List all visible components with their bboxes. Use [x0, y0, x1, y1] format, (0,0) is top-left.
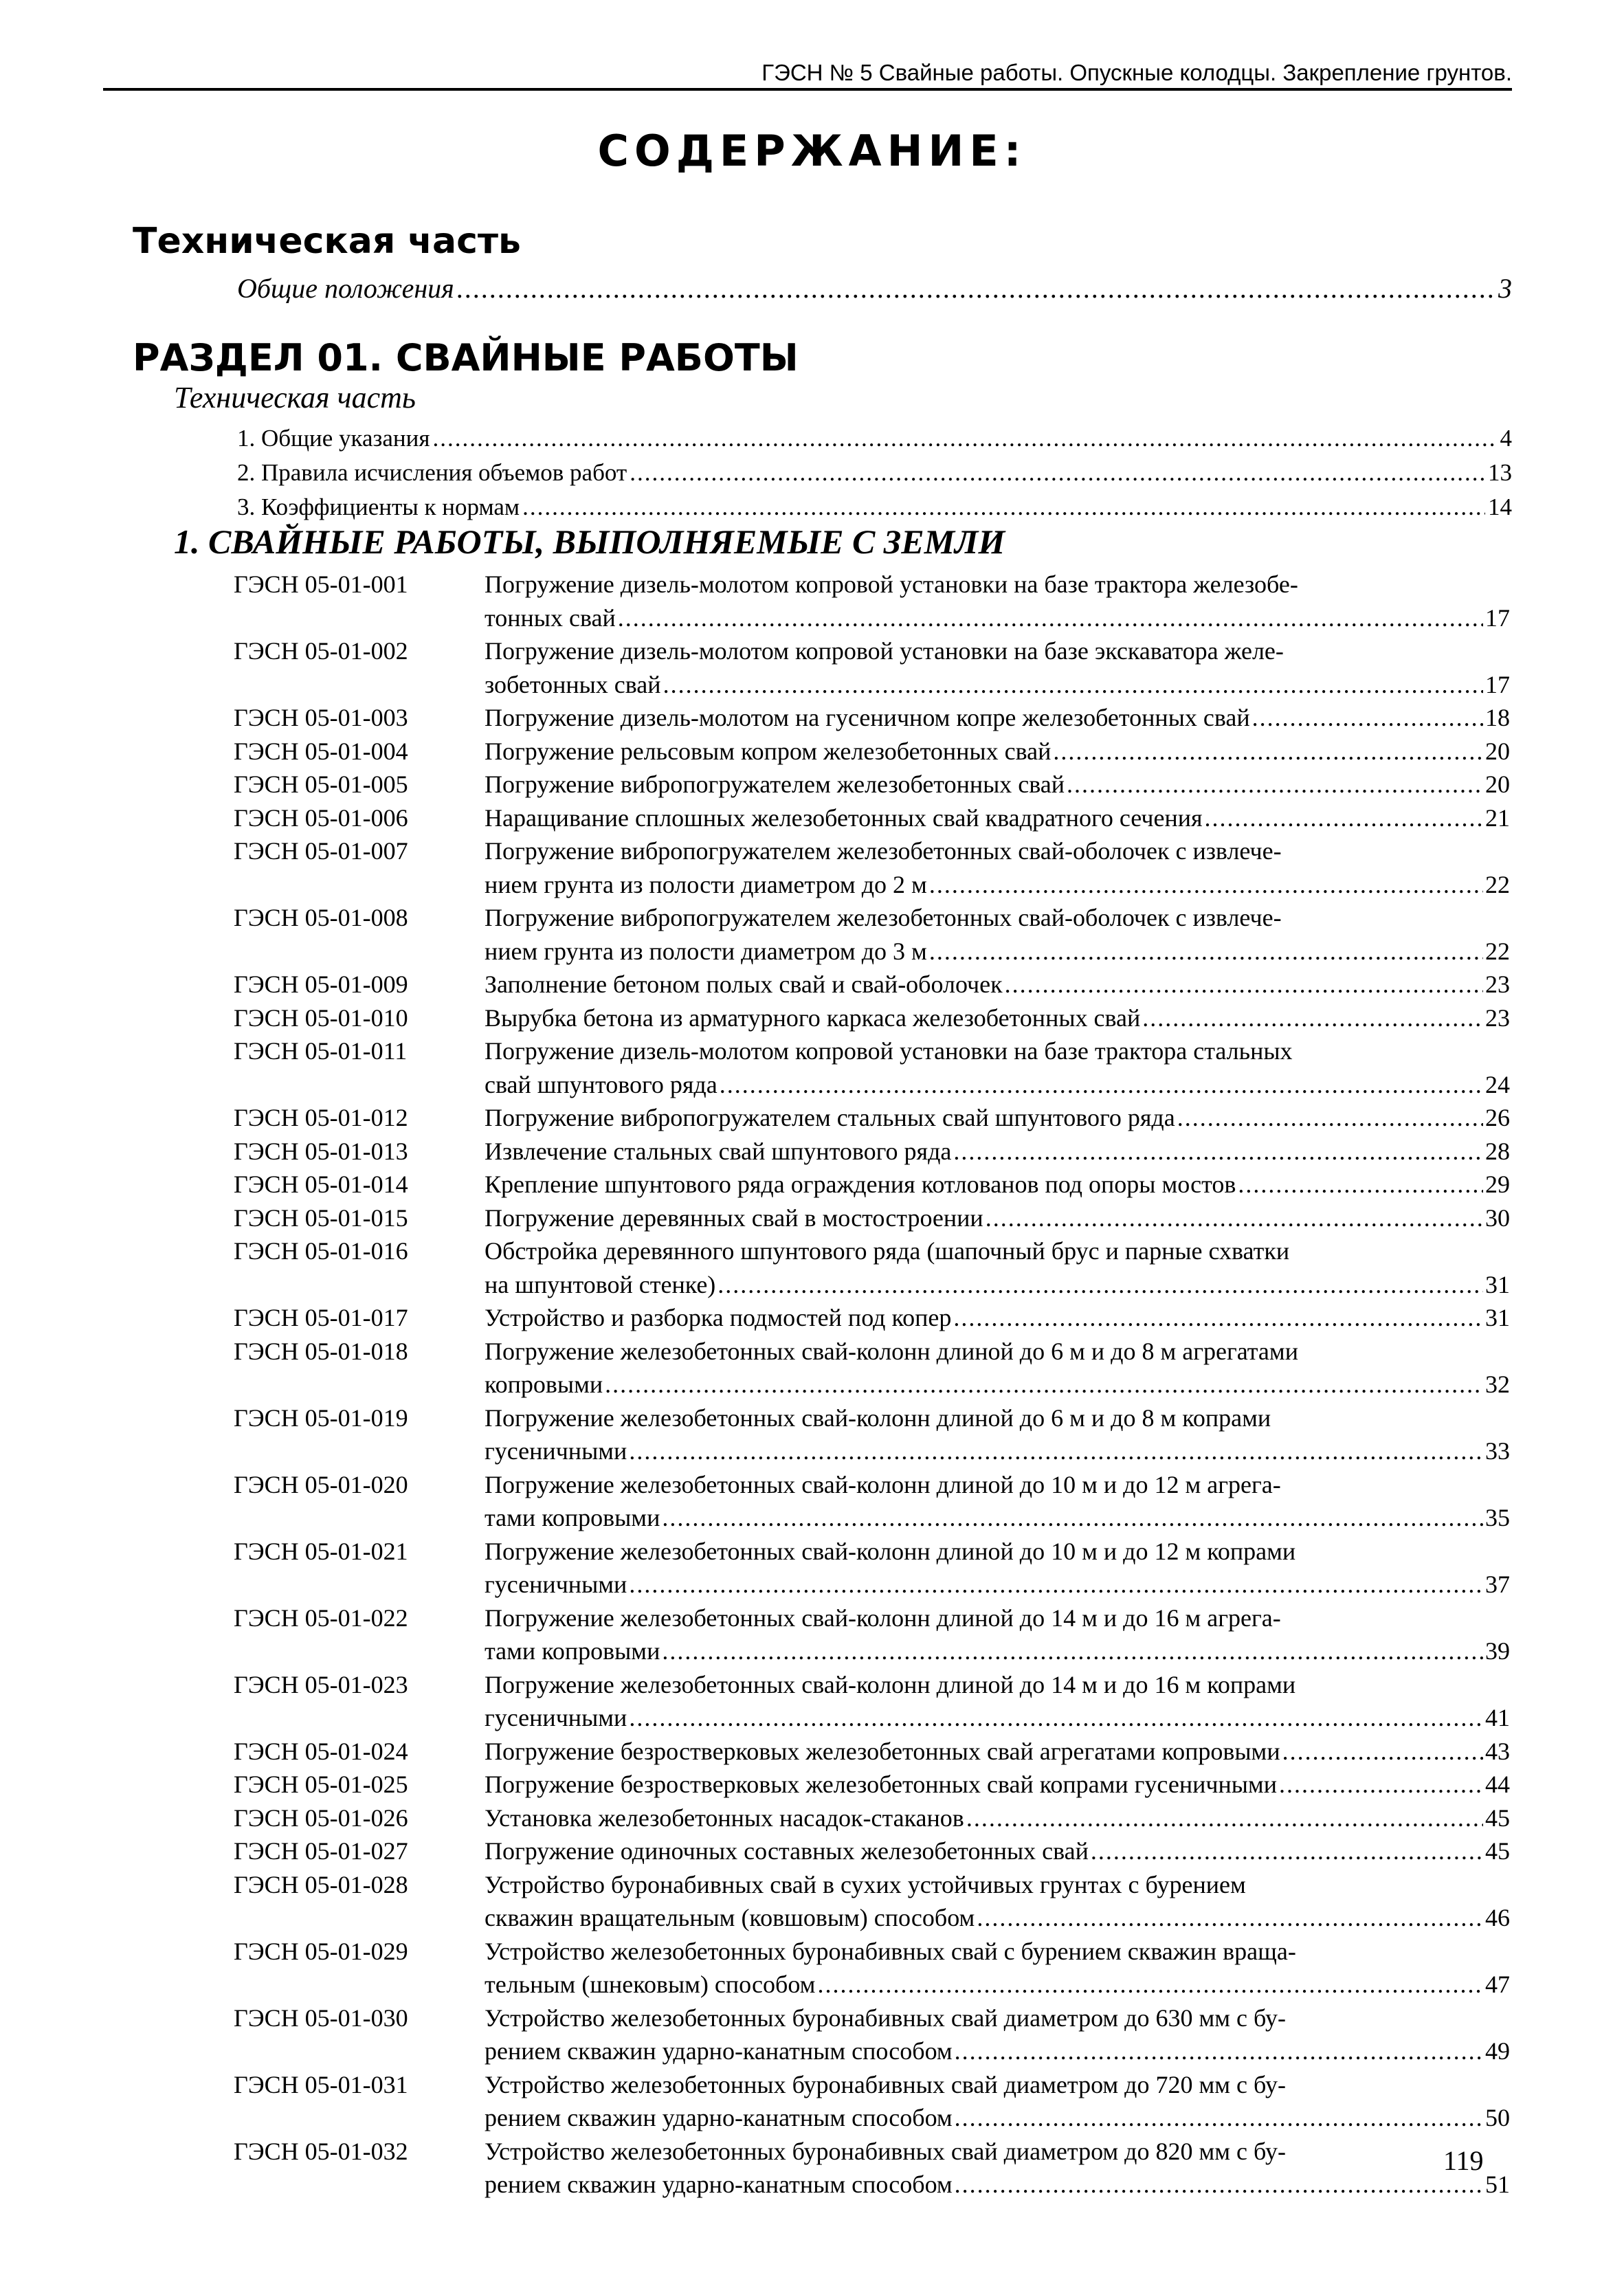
toc-entry-page: 21 — [1485, 803, 1510, 832]
toc-entry-line-text: рением скважин ударно-канатным способом — [485, 2171, 953, 2198]
toc-entry-page: 17 — [1485, 670, 1510, 698]
dot-leader — [457, 272, 1495, 305]
toc-entry[interactable] — [0, 568, 1624, 634]
toc-entry-line-text: гусеничными — [485, 1704, 627, 1731]
toc-entry-page: 51 — [1485, 2171, 1510, 2198]
toc-entry[interactable] — [0, 2068, 1624, 2135]
toc-item-page: 3 — [1498, 273, 1512, 304]
toc-entry-line-text: Крепление шпунтового ряда ограждения котлованов под опоры мостов — [485, 1171, 1236, 1198]
dot-leader — [977, 1901, 1483, 1935]
toc-item-coefficients[interactable] — [237, 491, 1512, 524]
toc-entry[interactable] — [0, 1234, 1624, 1301]
toc-entry[interactable] — [0, 1735, 1624, 1768]
toc-entry-code: ГЭСН 05-01-020 — [234, 1470, 408, 1498]
toc-entry-line — [485, 668, 1510, 702]
toc-entry-text — [485, 1401, 1510, 1468]
toc-entry-line — [485, 968, 1510, 1001]
toc-entry[interactable] — [0, 1201, 1624, 1235]
dot-leader — [605, 1368, 1483, 1401]
toc-entry-page: 45 — [1485, 1804, 1510, 1832]
toc-entry-line-text: свай шпунтового ряда — [485, 1070, 718, 1098]
toc-entry-line-text: Погружение вибропогружателем стальных свай шпунтового ряда — [485, 1104, 1175, 1131]
technical-part-heading: Техническая часть — [133, 221, 521, 262]
toc-entry[interactable] — [0, 1801, 1624, 1835]
dot-leader — [929, 935, 1483, 968]
toc-entry-line — [485, 1801, 1510, 1835]
subsection-title: 1. СВАЙНЫЕ РАБОТЫ, ВЫПОЛНЯЕМЫЕ С ЗЕМЛИ — [174, 522, 1005, 561]
toc-entry-page: 46 — [1485, 1904, 1510, 1931]
toc-entry-line — [485, 1301, 1510, 1335]
toc-entry-page: 45 — [1485, 1837, 1510, 1865]
dot-leader — [432, 422, 1495, 455]
toc-entry-line — [485, 1368, 1510, 1401]
toc-entry-text — [485, 1335, 1510, 1401]
toc-entry-line — [485, 1501, 1510, 1535]
toc-entry-line-text: Устройство железобетонных буронабивных свай диаметром до 820 мм с бу- — [485, 2137, 1286, 2165]
dot-leader — [662, 1501, 1483, 1535]
toc-entry-code: ГЭСН 05-01-026 — [234, 1804, 408, 1832]
toc-entry-page: 28 — [1485, 1137, 1510, 1165]
toc-entry-line-text: Извлечение стальных свай шпунтового ряда — [485, 1137, 952, 1165]
toc-entry-line-text: Погружение дизель-молотом копровой установки на базе трактора стальных — [485, 1037, 1293, 1065]
toc-entry-line-text: Погружение железобетонных свай-колонн длиной до 14 м и до 16 м копрами — [485, 1670, 1296, 1698]
toc-entry-code: ГЭСН 05-01-031 — [234, 2070, 408, 2098]
toc-entry-line — [485, 2034, 1510, 2068]
toc-entry-code: ГЭСН 05-01-013 — [234, 1137, 408, 1165]
toc-entry-page: 49 — [1485, 2037, 1510, 2065]
toc-entry-line — [485, 1668, 1510, 1702]
toc-entry-code: ГЭСН 05-01-018 — [234, 1337, 408, 1365]
toc-entry-code: ГЭСН 05-01-015 — [234, 1204, 408, 1232]
toc-entry-text — [485, 634, 1510, 701]
toc-entry-line — [485, 901, 1510, 935]
toc-entry-line — [485, 2168, 1510, 2202]
toc-entry-line — [485, 1234, 1510, 1268]
toc-entry-line-text: тонных свай — [485, 603, 616, 632]
toc-entry-line-text: Погружение вибропогружателем железобетонных свай — [485, 770, 1065, 798]
toc-entry[interactable] — [0, 1301, 1624, 1335]
toc-entry-text — [485, 2068, 1510, 2135]
toc-entry-code: ГЭСН 05-01-001 — [234, 570, 408, 598]
toc-entry-line — [485, 568, 1510, 601]
dot-leader — [1005, 968, 1483, 1001]
page-number: 119 — [1443, 2145, 1484, 2176]
toc-entry-line — [485, 1968, 1510, 2002]
toc-entry-line-text: Погружение безростверковых железобетонных свай копрами гусеничными — [485, 1771, 1277, 1798]
toc-entry-line — [485, 735, 1510, 768]
dot-leader — [953, 1301, 1483, 1335]
dot-leader — [522, 491, 1485, 524]
toc-item-volume-rules[interactable] — [237, 456, 1512, 489]
toc-entry-page: 18 — [1485, 704, 1510, 731]
toc-item-page: 4 — [1500, 425, 1512, 452]
toc-entry-code: ГЭСН 05-01-003 — [234, 704, 408, 731]
section-technical-part-heading: Техническая часть — [174, 381, 416, 414]
toc-entry-page: 50 — [1485, 2104, 1510, 2131]
dot-leader — [718, 1268, 1483, 1302]
toc-entry-page: 23 — [1485, 971, 1510, 998]
dot-leader — [817, 1968, 1483, 2002]
toc-entry-line — [485, 1434, 1510, 1468]
toc-entry-line-text: гусеничными — [485, 1571, 627, 1598]
toc-entry-page: 20 — [1485, 770, 1510, 798]
toc-entry-line — [485, 1601, 1510, 1635]
toc-entry-code: ГЭСН 05-01-030 — [234, 2004, 408, 2032]
toc-entry-code: ГЭСН 05-01-029 — [234, 1937, 408, 1965]
toc-entry-line-text: Погружение вибропогружателем железобетонных свай-оболочек с извлече- — [485, 904, 1282, 931]
toc-entry-line — [485, 1168, 1510, 1201]
toc-entry-line-text: тами копровыми — [485, 1504, 660, 1531]
toc-entry-page: 17 — [1485, 603, 1510, 632]
toc-entry-line — [485, 1201, 1510, 1235]
toc-entry-text — [485, 568, 1510, 634]
toc-entry-page: 33 — [1485, 1437, 1510, 1465]
toc-entry-line — [485, 1001, 1510, 1035]
toc-entry-line — [485, 801, 1510, 835]
toc-entry[interactable] — [0, 701, 1624, 735]
toc-entry[interactable] — [0, 968, 1624, 1001]
toc-entry-text — [485, 1168, 1510, 1201]
toc-entry-page: 47 — [1485, 1971, 1510, 1998]
toc-entry-line-text: Погружение безростверковых железобетонных свай агрегатами копровыми — [485, 1737, 1280, 1765]
toc-entry-text — [485, 768, 1510, 801]
toc-entry-page: 22 — [1485, 870, 1510, 898]
toc-entry-line-text: зобетонных свай — [485, 670, 661, 698]
toc-entry-line-text: Погружение дизель-молотом на гусеничном копре железобетонных свай — [485, 704, 1250, 731]
toc-entry-code: ГЭСН 05-01-024 — [234, 1737, 408, 1765]
page-title: СОДЕРЖАНИЕ: — [597, 126, 1027, 176]
toc-entry-page: 29 — [1485, 1171, 1510, 1198]
dot-leader — [1067, 768, 1483, 801]
toc-entry-line-text: Погружение дизель-молотом копровой установки на базе трактора железобе- — [485, 570, 1298, 598]
toc-entry-code: ГЭСН 05-01-025 — [234, 1771, 408, 1798]
toc-entry[interactable] — [0, 1935, 1624, 2002]
toc-entry-code: ГЭСН 05-01-007 — [234, 837, 408, 865]
toc-entry-code: ГЭСН 05-01-008 — [234, 904, 408, 931]
toc-entry-line-text: Установка железобетонных насадок-стаканов — [485, 1804, 964, 1832]
toc-entry-line — [485, 2068, 1510, 2102]
toc-entry-line — [485, 1135, 1510, 1168]
toc-entry-line-text: Погружение вибропогружателем железобетонных свай-оболочек с извлече- — [485, 837, 1282, 865]
toc-entry-code: ГЭСН 05-01-017 — [234, 1304, 408, 1331]
toc-entry[interactable] — [0, 1001, 1624, 1035]
dot-leader — [1142, 1001, 1483, 1035]
toc-entry-line-text: нием грунта из полости диаметром до 3 м — [485, 937, 927, 965]
toc-entry-line-text: гусеничными — [485, 1437, 627, 1465]
toc-entry-line — [485, 1935, 1510, 1969]
toc-entry[interactable] — [0, 1868, 1624, 1935]
toc-entry-text — [485, 1601, 1510, 1668]
dot-leader — [1279, 1768, 1483, 1801]
toc-entry-line-text: Устройство железобетонных буронабивных свай диаметром до 630 мм с бу- — [485, 2004, 1286, 2032]
toc-entry-line-text: нием грунта из полости диаметром до 2 м — [485, 870, 927, 898]
toc-entry[interactable] — [0, 1034, 1624, 1101]
toc-entry[interactable] — [0, 1101, 1624, 1135]
toc-entry-line-text: Погружение железобетонных свай-колонн длиной до 6 м и до 8 м копрами — [485, 1404, 1271, 1432]
toc-entry-line-text: Устройство железобетонных буронабивных свай с бурением скважин враща- — [485, 1937, 1296, 1965]
toc-entry-code: ГЭСН 05-01-019 — [234, 1404, 408, 1432]
dot-leader — [662, 1634, 1483, 1668]
toc-entry-line — [485, 1701, 1510, 1735]
toc-entry-code: ГЭСН 05-01-005 — [234, 770, 408, 798]
toc-entry-line — [485, 935, 1510, 968]
toc-entry-text — [485, 968, 1510, 1001]
toc-entry-code: ГЭСН 05-01-011 — [234, 1037, 408, 1065]
toc-entry-line — [485, 2002, 1510, 2035]
dot-leader — [618, 601, 1483, 635]
dot-leader — [663, 668, 1483, 702]
toc-entry-line-text: рением скважин ударно-канатным способом — [485, 2104, 953, 2131]
dot-leader — [1053, 735, 1483, 768]
toc-entry[interactable] — [0, 901, 1624, 968]
toc-entry-line — [485, 1768, 1510, 1801]
dot-leader — [929, 868, 1483, 902]
dot-leader — [955, 2034, 1483, 2068]
toc-entry-text — [485, 2135, 1510, 2202]
toc-entry-line-text: Погружение железобетонных свай-колонн длиной до 6 м и до 8 м агрегатами — [485, 1337, 1298, 1365]
toc-entry-line — [485, 601, 1510, 635]
dot-leader — [1282, 1735, 1483, 1768]
toc-entry-line — [485, 1568, 1510, 1601]
toc-entry-page: 35 — [1485, 1504, 1510, 1531]
toc-entry-line — [485, 634, 1510, 668]
toc-entry-text — [485, 801, 1510, 835]
toc-entry-code: ГЭСН 05-01-004 — [234, 737, 408, 765]
toc-entry-code: ГЭСН 05-01-027 — [234, 1837, 408, 1865]
toc-entry-line-text: Устройство буронабивных свай в сухих устойчивых грунтах с бурением — [485, 1870, 1246, 1898]
toc-entry[interactable] — [0, 768, 1624, 801]
toc-entry-code: ГЭСН 05-01-009 — [234, 971, 408, 998]
toc-item-label: 2. Правила исчисления объемов работ — [237, 459, 627, 486]
toc-entry-page: 32 — [1485, 1371, 1510, 1398]
toc-entry-line-text: скважин вращательным (ковшовым) способом — [485, 1904, 975, 1931]
toc-entry-page: 31 — [1485, 1304, 1510, 1331]
toc-entry-line-text: Погружение железобетонных свай-колонн длиной до 14 м и до 16 м агрега- — [485, 1604, 1281, 1632]
dot-leader — [955, 2168, 1483, 2202]
toc-entry-code: ГЭСН 05-01-021 — [234, 1537, 408, 1565]
toc-entry-line-text: Вырубка бетона из арматурного каркаса железобетонных свай — [485, 1004, 1141, 1032]
toc-item-general-instructions[interactable] — [237, 422, 1512, 455]
toc-entry[interactable] — [0, 1401, 1624, 1468]
toc-entry[interactable] — [0, 1168, 1624, 1201]
dot-leader — [955, 2101, 1483, 2135]
toc-entry-line — [485, 1901, 1510, 1935]
toc-entry-page: 26 — [1485, 1104, 1510, 1131]
toc-entry-code: ГЭСН 05-01-006 — [234, 803, 408, 832]
toc-entry-code: ГЭСН 05-01-010 — [234, 1004, 408, 1032]
toc-entry-line-text: Погружение железобетонных свай-колонн длиной до 10 м и до 12 м копрами — [485, 1537, 1296, 1565]
toc-entry-line-text: Погружение дизель-молотом копровой установки на базе экскаватора желе- — [485, 637, 1284, 665]
toc-entry[interactable] — [0, 2135, 1624, 2202]
toc-entry-page: 30 — [1485, 1204, 1510, 1232]
toc-entry-line — [485, 701, 1510, 735]
toc-entry-text — [485, 1468, 1510, 1535]
toc-entry-line-text: тами копровыми — [485, 1637, 660, 1665]
section-title: РАЗДЕЛ 01. СВАЙНЫЕ РАБОТЫ — [133, 336, 799, 379]
toc-entry-page: 39 — [1485, 1637, 1510, 1665]
toc-entry-text — [485, 2002, 1510, 2068]
toc-entry[interactable] — [0, 735, 1624, 768]
toc-entry-text — [485, 735, 1510, 768]
dot-leader — [629, 1568, 1483, 1601]
toc-entry-text — [485, 1801, 1510, 1835]
toc-entry-code: ГЭСН 05-01-028 — [234, 1870, 408, 1898]
dot-leader — [966, 1801, 1483, 1835]
toc-entry-line-text: Погружение железобетонных свай-колонн длиной до 10 м и до 12 м агрега- — [485, 1470, 1281, 1498]
toc-entry-text — [485, 1768, 1510, 1801]
toc-entry-line — [485, 1868, 1510, 1902]
toc-entry[interactable] — [0, 834, 1624, 901]
toc-item-label: 1. Общие указания — [237, 425, 430, 452]
toc-entry-line — [485, 1268, 1510, 1302]
toc-entry-text — [485, 1668, 1510, 1735]
toc-entry-code: ГЭСН 05-01-002 — [234, 637, 408, 665]
toc-entry-code: ГЭСН 05-01-016 — [234, 1237, 408, 1265]
toc-entry-text — [485, 701, 1510, 735]
toc-entry[interactable] — [0, 1135, 1624, 1168]
toc-entry-line-text: Погружение деревянных свай в мостостроении — [485, 1204, 983, 1232]
toc-entries-list — [0, 568, 1624, 2202]
toc-entry-line-text: Устройство и разборка подмостей под копер — [485, 1304, 952, 1331]
toc-entry-text — [485, 834, 1510, 901]
toc-entry[interactable] — [0, 634, 1624, 701]
toc-entry-page: 41 — [1485, 1704, 1510, 1731]
toc-entry-line-text: Заполнение бетоном полых свай и свай-оболочек — [485, 971, 1003, 998]
toc-entry-line-text: тельным (шнековым) способом — [485, 1971, 816, 1998]
toc-entry-line — [485, 2135, 1510, 2169]
toc-item-page: 14 — [1488, 494, 1512, 520]
dot-leader — [1091, 1834, 1483, 1868]
toc-entry[interactable] — [0, 801, 1624, 835]
toc-entry-code: ГЭСН 05-01-023 — [234, 1670, 408, 1698]
toc-entry-line — [485, 1068, 1510, 1102]
toc-entry-line — [485, 834, 1510, 868]
toc-entry-page: 44 — [1485, 1771, 1510, 1798]
toc-item-label: 3. Коэффициенты к нормам — [237, 494, 520, 520]
toc-entry-line-text: копровыми — [485, 1371, 603, 1398]
toc-item-page: 13 — [1488, 459, 1512, 486]
toc-entry[interactable] — [0, 1468, 1624, 1535]
toc-entry-text — [485, 1001, 1510, 1035]
toc-entry-text — [485, 1101, 1510, 1135]
toc-item-general-provisions[interactable] — [237, 272, 1512, 305]
toc-entry-page: 20 — [1485, 737, 1510, 765]
dot-leader — [1205, 801, 1483, 835]
toc-entry-line — [485, 1634, 1510, 1668]
toc-entry-line — [485, 1735, 1510, 1768]
toc-entry-line-text: рением скважин ударно-канатным способом — [485, 2037, 953, 2065]
toc-entry-line — [485, 1535, 1510, 1568]
dot-leader — [1252, 701, 1483, 735]
toc-entry-line — [485, 2101, 1510, 2135]
toc-entry-line-text: на шпунтовой стенке) — [485, 1270, 716, 1298]
toc-entry-code: ГЭСН 05-01-012 — [234, 1104, 408, 1131]
toc-entry-text — [485, 901, 1510, 968]
toc-entry-line — [485, 1034, 1510, 1068]
dot-leader — [1238, 1168, 1483, 1201]
toc-entry-text — [485, 1135, 1510, 1168]
toc-entry[interactable] — [0, 1834, 1624, 1868]
toc-entry-line — [485, 1834, 1510, 1868]
toc-entry[interactable] — [0, 1601, 1624, 1668]
toc-entry-line-text: Обстройка деревянного шпунтового ряда (шапочный брус и парные схватки — [485, 1237, 1290, 1265]
toc-entry-code: ГЭСН 05-01-022 — [234, 1604, 408, 1632]
toc-entry-line — [485, 1335, 1510, 1368]
running-header: ГЭСН № 5 Свайные работы. Опускные колодцы. Закрепление грунтов. — [103, 59, 1512, 91]
toc-entry-text — [485, 1234, 1510, 1301]
toc-entry-text — [485, 1301, 1510, 1335]
dot-leader — [629, 1434, 1483, 1468]
toc-entry-page: 24 — [1485, 1070, 1510, 1098]
toc-entry-text — [485, 1935, 1510, 2002]
dot-leader — [1177, 1101, 1483, 1135]
toc-entry[interactable] — [0, 2002, 1624, 2068]
toc-entry-page: 22 — [1485, 937, 1510, 965]
toc-entry-text — [485, 1735, 1510, 1768]
toc-entry[interactable] — [0, 1335, 1624, 1401]
toc-entry-page: 37 — [1485, 1571, 1510, 1598]
toc-item-label: Общие положения — [237, 273, 454, 304]
toc-entry-line — [485, 1401, 1510, 1435]
toc-entry-line-text: Погружение рельсовым копром железобетонных свай — [485, 737, 1052, 765]
toc-entry[interactable] — [0, 1668, 1624, 1735]
toc-entry-text — [485, 1868, 1510, 1935]
dot-leader — [720, 1068, 1483, 1102]
toc-entry-line-text: Устройство железобетонных буронабивных свай диаметром до 720 мм с бу- — [485, 2070, 1286, 2098]
dot-leader — [629, 1701, 1483, 1735]
dot-leader — [986, 1201, 1483, 1235]
dot-leader — [953, 1135, 1483, 1168]
toc-entry-page: 23 — [1485, 1004, 1510, 1032]
toc-entry-line-text: Погружение одиночных составных железобетонных свай — [485, 1837, 1089, 1865]
toc-entry-code: ГЭСН 05-01-014 — [234, 1171, 408, 1198]
toc-entry-line — [485, 768, 1510, 801]
toc-entry[interactable] — [0, 1768, 1624, 1801]
toc-entry-text — [485, 1034, 1510, 1101]
toc-entry-page: 31 — [1485, 1270, 1510, 1298]
toc-entry[interactable] — [0, 1535, 1624, 1601]
toc-entry-page: 43 — [1485, 1737, 1510, 1765]
toc-entry-text — [485, 1834, 1510, 1868]
toc-entry-line-text: Наращивание сплошных железобетонных свай квадратного сечения — [485, 803, 1203, 832]
toc-entry-text — [485, 1535, 1510, 1601]
toc-entry-code: ГЭСН 05-01-032 — [234, 2137, 408, 2165]
toc-entry-line — [485, 1468, 1510, 1502]
toc-entry-line — [485, 868, 1510, 902]
toc-entry-text — [485, 1201, 1510, 1235]
dot-leader — [630, 456, 1485, 489]
toc-entry-line — [485, 1101, 1510, 1135]
